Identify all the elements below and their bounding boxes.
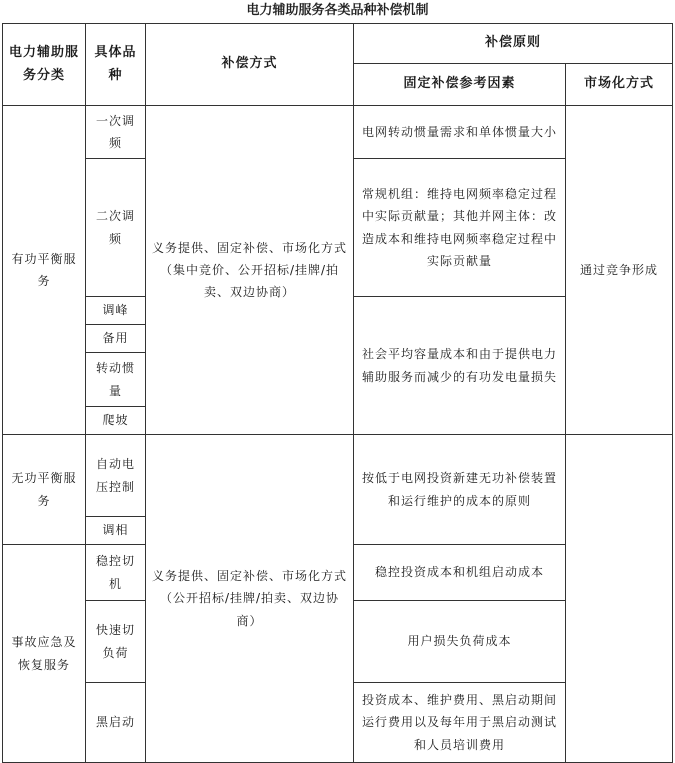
item-avc: 自动电压控制 — [86, 435, 146, 517]
factor-black-start: 投资成本、维护费用、黑启动期间运行费用以及每年用于黑启动测试和人员培训费用 — [354, 683, 566, 763]
market-blank — [566, 435, 673, 763]
market-active: 通过竞争形成 — [566, 106, 673, 435]
table-caption: 电力辅助服务各类品种补偿机制 — [246, 3, 429, 18]
category-emergency: 事故应急及恢复服务 — [3, 545, 86, 763]
item-generator-tripping: 稳控切机 — [86, 545, 146, 601]
header-method: 补偿方式 — [146, 24, 354, 106]
item-peak-regulation: 调峰 — [86, 297, 146, 325]
item-ramping: 爬坡 — [86, 407, 146, 435]
category-reactive: 无功平衡服务 — [3, 435, 86, 545]
item-secondary-freq: 二次调频 — [86, 159, 146, 297]
header-market-way: 市场化方式 — [566, 64, 673, 106]
header-principle: 补偿原则 — [354, 24, 673, 64]
category-active: 有功平衡服务 — [3, 106, 86, 435]
item-synchronous-condenser: 调相 — [86, 517, 146, 545]
method-emergency: 义务提供、固定补偿、市场化方式（公开招标/挂牌/拍卖、双边协商） — [146, 435, 354, 763]
factor-reactive: 按低于电网投资新建无功补偿装置和运行维护的成本的原则 — [354, 435, 566, 545]
item-rotational-inertia: 转动惯量 — [86, 353, 146, 407]
factor-primary-freq: 电网转动惯量需求和单体惯量大小 — [354, 106, 566, 159]
factor-secondary-freq: 常规机组：维持电网频率稳定过程中实际贡献量；其他并网主体：改造成本和维持电网频率稳定过程中实际贡献量 — [354, 159, 566, 297]
header-category: 电力辅助服务分类 — [3, 24, 86, 106]
factor-capacity: 社会平均容量成本和由于提供电力辅助服务而减少的有功发电量损失 — [354, 297, 566, 435]
item-black-start: 黑启动 — [86, 683, 146, 763]
item-primary-freq: 一次调频 — [86, 106, 146, 159]
factor-generator-tripping: 稳控投资成本和机组启动成本 — [354, 545, 566, 601]
header-item: 具体品种 — [86, 24, 146, 106]
item-reserve: 备用 — [86, 325, 146, 353]
header-fixed-factor: 固定补偿参考因素 — [354, 64, 566, 106]
method-active: 义务提供、固定补偿、市场化方式（集中竞价、公开招标/挂牌/拍卖、双边协商） — [146, 106, 354, 435]
compensation-table — [2, 23, 673, 763]
item-load-shedding: 快速切负荷 — [86, 601, 146, 683]
factor-load-shedding: 用户损失负荷成本 — [354, 601, 566, 683]
